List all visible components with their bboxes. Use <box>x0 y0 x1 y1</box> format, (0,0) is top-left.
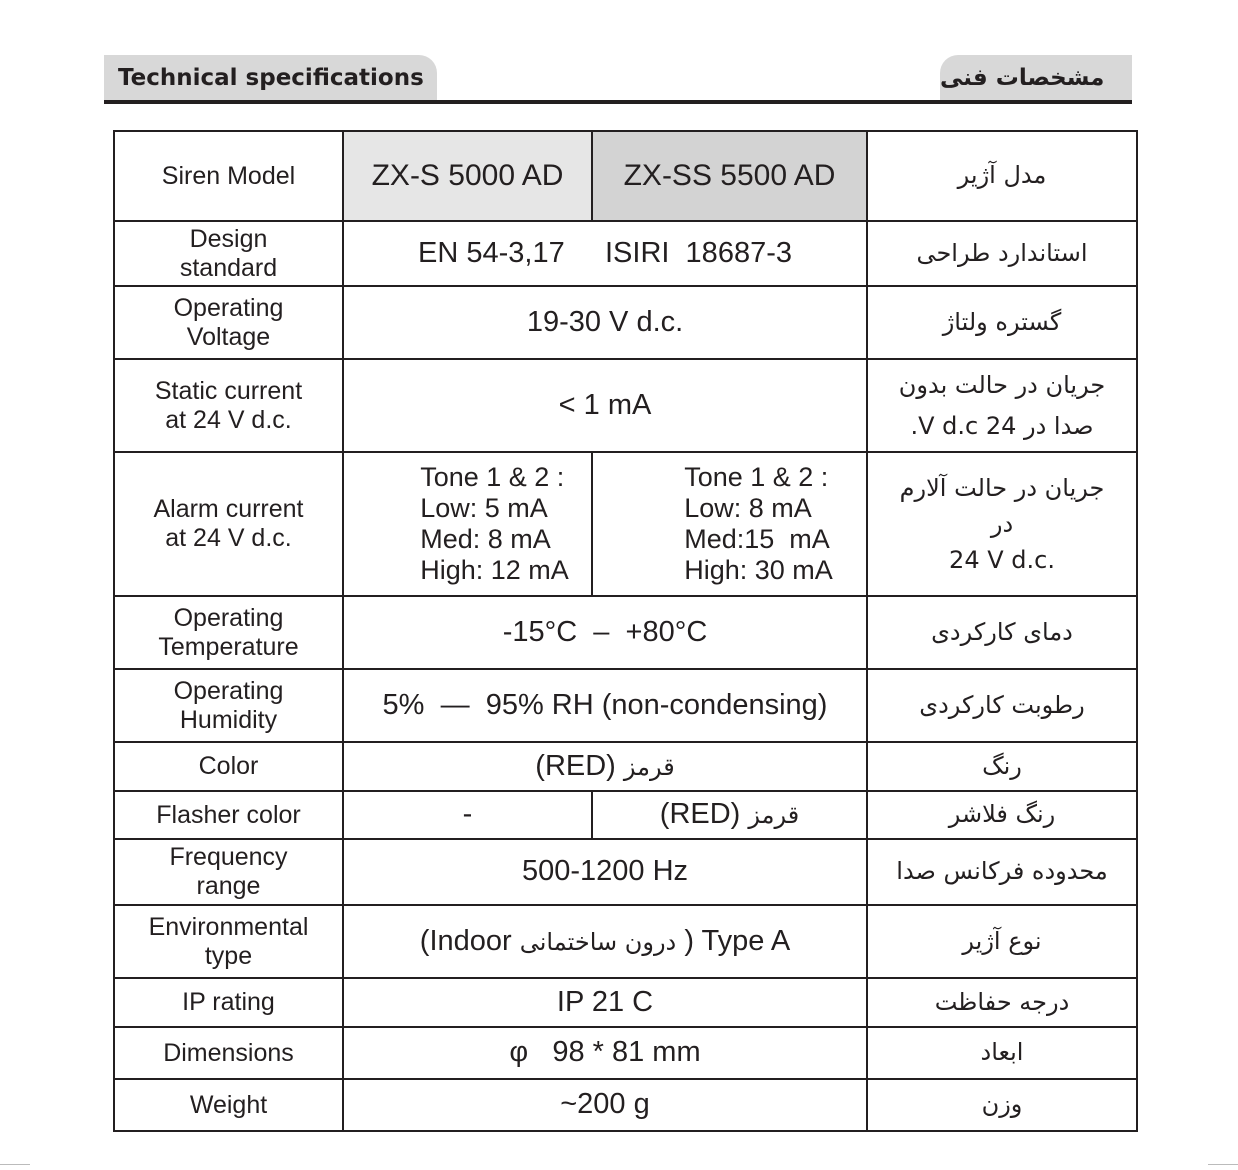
row-label-line: Alarm current <box>153 495 304 524</box>
row-label-persian-line: در <box>990 510 1014 538</box>
row-value: < 1 mA <box>343 359 867 452</box>
table-row <box>114 359 1137 452</box>
spec-table <box>113 130 1138 1132</box>
tone-line: Tone 1 & 2 : <box>684 461 829 492</box>
table-row <box>114 978 1137 1027</box>
row-label-persian <box>867 452 1137 596</box>
row-value: φ 98 * 81 mm <box>343 1027 867 1079</box>
table-row <box>114 1079 1137 1131</box>
row-label-line: Frequency <box>169 843 288 872</box>
section-title-persian: مشخصات فنی <box>940 65 1105 91</box>
table-row <box>114 905 1137 978</box>
row-value: ~200 g <box>343 1079 867 1131</box>
value-en: ) Type A <box>684 924 791 957</box>
row-label-persian: وزن <box>867 1079 1137 1131</box>
row-label: IP rating <box>114 978 343 1027</box>
row-label-line: Temperature <box>158 632 299 661</box>
row-label <box>114 452 343 596</box>
header-rule <box>104 100 1132 104</box>
row-label <box>114 839 343 905</box>
row-label-persian-line: جریان در حالت بدون <box>898 370 1106 399</box>
row-label: Dimensions <box>114 1027 343 1079</box>
section-tab-persian <box>940 55 1132 101</box>
table-row <box>114 596 1137 669</box>
row-label <box>114 669 343 742</box>
tone-line: Med: 8 mA <box>420 524 551 554</box>
row-label: Color <box>114 742 343 791</box>
row-label-persian-line: 24 V d.c. <box>949 546 1055 574</box>
value-fa: درون ساختمانی <box>519 927 677 956</box>
row-label-line: at 24 V d.c. <box>165 405 292 434</box>
tone-list <box>420 462 569 586</box>
table-row <box>114 742 1137 791</box>
row-label-line: Humidity <box>179 705 278 734</box>
alarm-current-model-a <box>343 452 592 596</box>
row-label-line: Design <box>189 224 268 253</box>
row-label-persian: محدوده فرکانس صدا <box>867 839 1137 905</box>
tone-line: High: 30 mA <box>684 555 833 586</box>
row-label <box>114 359 343 452</box>
table-row <box>114 286 1137 359</box>
model-b-header: ZX-SS 5500 AD <box>592 131 867 221</box>
value-en: (RED) <box>535 749 616 782</box>
crop-mark <box>1208 1164 1238 1165</box>
row-label-persian: ابعاد <box>867 1027 1137 1079</box>
row-label <box>114 905 343 978</box>
value-fa: قرمز <box>623 752 675 781</box>
flasher-value-model-a: - <box>343 791 592 839</box>
tone-line: Med:15 mA <box>684 524 830 554</box>
row-label-persian: استاندارد طراحی <box>867 221 1137 286</box>
table-row <box>114 669 1137 742</box>
row-label-line: standard <box>179 253 278 282</box>
row-label <box>114 221 343 286</box>
row-label-line: type <box>204 941 253 970</box>
row-label-persian: مدل آژیر <box>867 131 1137 221</box>
row-label-line: Operating <box>173 293 284 322</box>
row-value <box>343 742 867 791</box>
section-title-english: Technical specifications <box>118 65 424 91</box>
table-row <box>114 791 1137 839</box>
table-row <box>114 221 1137 286</box>
tone-line: Tone 1 & 2 : <box>420 461 565 492</box>
row-label-persian: رنگ فلاشر <box>867 791 1137 839</box>
row-value: -15°C – +80°C <box>343 596 867 669</box>
row-label-line: range <box>196 872 261 900</box>
table-row <box>114 131 1137 221</box>
tone-line: Low: 5 mA <box>420 492 548 523</box>
row-value: IP 21 C <box>343 978 867 1027</box>
tone-line: Low: 8 mA <box>684 492 812 523</box>
tone-list <box>684 462 833 586</box>
tone-line: High: 12 mA <box>420 555 569 586</box>
row-label-persian: نوع آژیر <box>867 905 1137 978</box>
row-label-persian: دمای کارکردی <box>867 596 1137 669</box>
flasher-value-model-b <box>592 791 867 839</box>
row-label-line: Environmental <box>148 912 309 941</box>
row-label-persian: درجه حفاظت <box>867 978 1137 1027</box>
table-row <box>114 1027 1137 1079</box>
value-en: (Indoor <box>419 924 512 957</box>
crop-mark <box>0 1164 30 1165</box>
row-label-line: Voltage <box>186 322 271 351</box>
row-label: Weight <box>114 1079 343 1131</box>
row-value: 500-1200 Hz <box>343 839 867 905</box>
table-row <box>114 839 1137 905</box>
row-label <box>114 596 343 669</box>
section-tab-english <box>104 55 437 101</box>
row-label: Flasher color <box>114 791 343 839</box>
row-label-persian <box>867 359 1137 452</box>
row-value <box>343 905 867 978</box>
row-value: 19-30 V d.c. <box>343 286 867 359</box>
row-label-line: Operating <box>173 676 284 705</box>
row-label: Siren Model <box>114 131 343 221</box>
row-label-persian-line: صدا در 24 V d.c. <box>910 411 1094 440</box>
table-row <box>114 452 1137 596</box>
alarm-current-model-b <box>592 452 867 596</box>
row-label-line: Static current <box>154 376 303 405</box>
row-label-line: at 24 V d.c. <box>165 524 292 552</box>
row-label-persian: گستره ولتاژ <box>867 286 1137 359</box>
row-label <box>114 286 343 359</box>
row-value: EN 54-3,17 ISIRI 18687-3 <box>343 221 867 286</box>
row-label-persian: رنگ <box>867 742 1137 791</box>
row-label-line: Operating <box>173 603 284 632</box>
model-a-header: ZX-S 5000 AD <box>343 131 592 221</box>
row-label-persian: رطوبت کارکردی <box>867 669 1137 742</box>
value-fa: قرمز <box>748 801 800 830</box>
value-en: (RED) <box>659 798 741 831</box>
row-value: 5% — 95% RH (non-condensing) <box>343 669 867 742</box>
row-label-persian-line: جریان در حالت آلارم <box>899 474 1105 502</box>
